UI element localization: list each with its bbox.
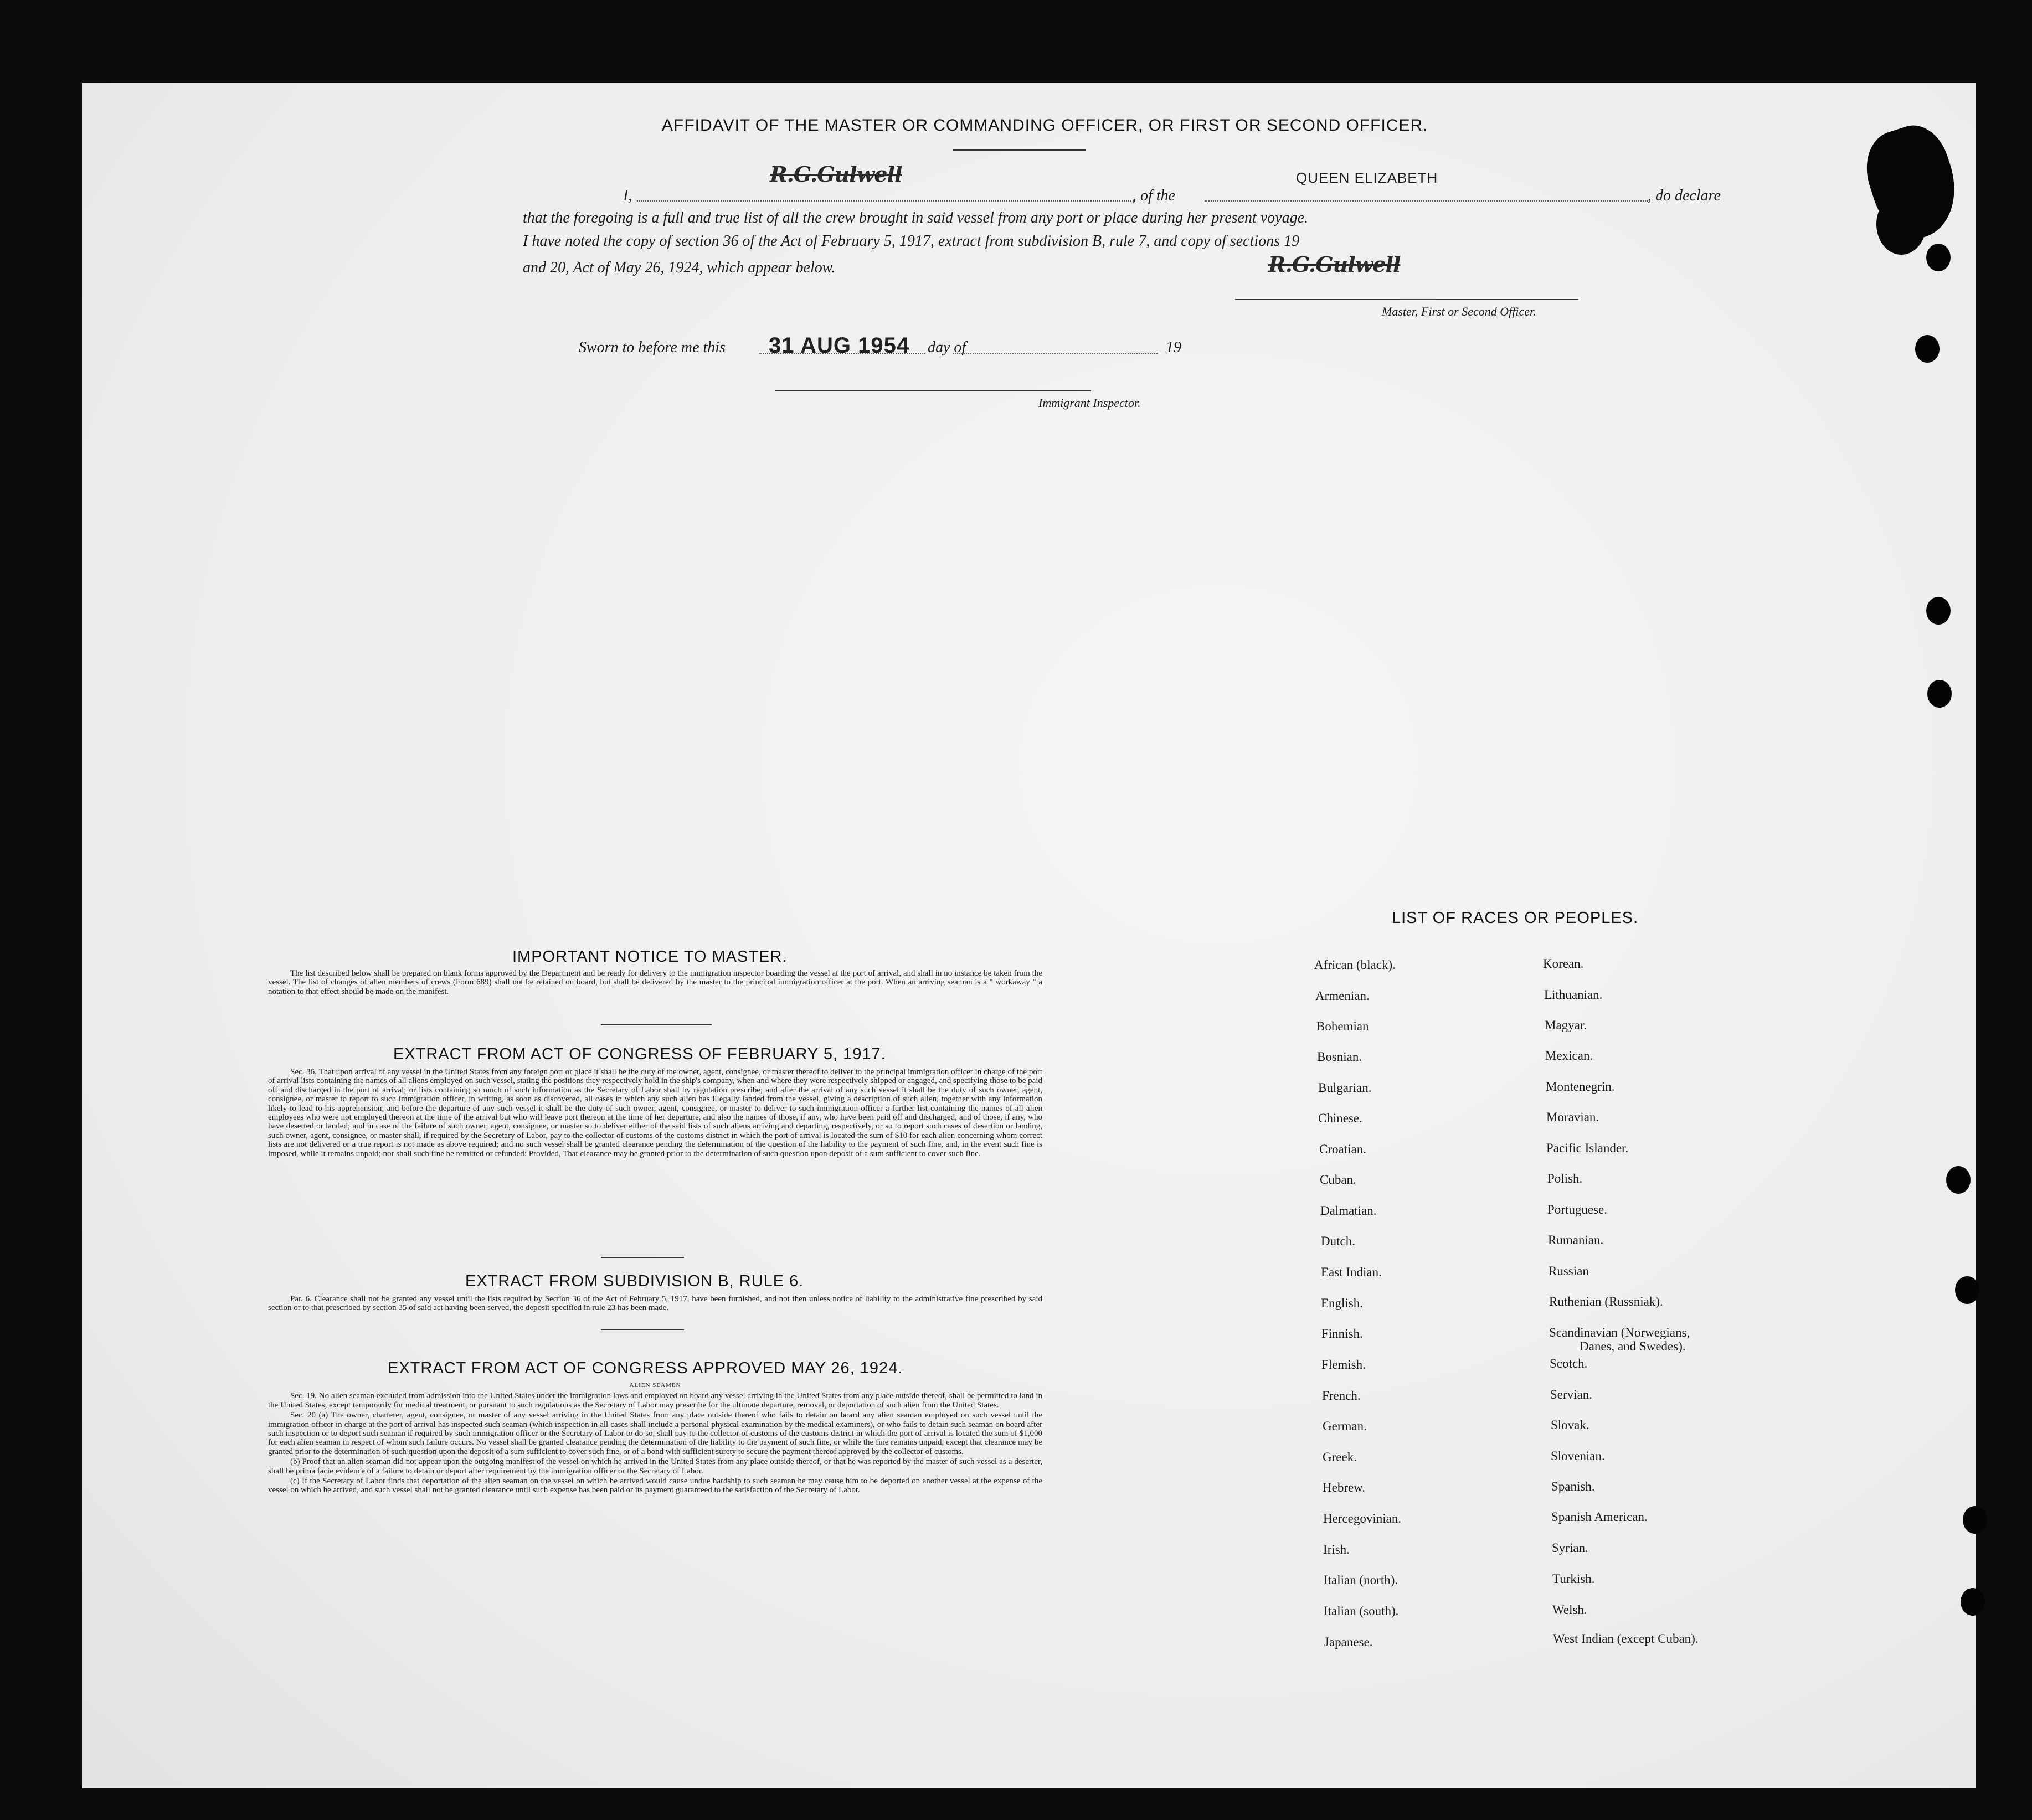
race-item: Rumanian.	[1548, 1233, 1604, 1247]
race-item: Scotch.	[1550, 1357, 1588, 1370]
race-item: Bosnian.	[1317, 1050, 1362, 1064]
race-item: German.	[1323, 1419, 1367, 1433]
divider	[953, 149, 1086, 151]
punch-hole	[1963, 1506, 1987, 1534]
race-item: Magyar.	[1545, 1018, 1587, 1032]
race-item: French.	[1322, 1389, 1361, 1403]
ink-blot	[1876, 194, 1926, 255]
extract-1917-title: EXTRACT FROM ACT OF CONGRESS OF FEBRUARY 5, 1917.	[393, 1045, 886, 1063]
race-item: East Indian.	[1321, 1265, 1382, 1279]
race-item: Japanese.	[1324, 1635, 1373, 1649]
race-item: Lithuanian.	[1544, 988, 1603, 1002]
race-item: Armenian.	[1315, 989, 1370, 1003]
race-item: Croatian.	[1319, 1142, 1366, 1156]
extract-1917-text	[268, 1068, 1042, 1159]
affidavit-i-label: I,	[623, 187, 632, 204]
punch-hole	[1946, 1166, 1971, 1194]
subdivision-text	[268, 1295, 1042, 1314]
race-item: Mexican.	[1545, 1049, 1593, 1063]
inspector-caption: Immigrant Inspector.	[1038, 396, 1141, 410]
race-item: Slovak.	[1551, 1418, 1589, 1432]
sec-20c-paragraph: (c) If the Secretary of Labor finds that deportation of the alien seaman on the vessel on which he arrived would cause undue hardship to such seaman he may cause him to be deported on another vessel at the expense of the vessel on which he arrived, and such vessel shall not be granted clearance until such expense has been paid or its payment guaranteed to the satisfaction of the Secretary of Labor.	[268, 1477, 1042, 1495]
race-item: Russian	[1549, 1264, 1589, 1278]
race-item: Finnish.	[1321, 1327, 1363, 1340]
punch-hole	[1961, 1588, 1985, 1616]
race-item: Italian (south).	[1324, 1604, 1399, 1618]
race-item: Moravian.	[1546, 1110, 1599, 1124]
race-item: Hebrew.	[1323, 1481, 1366, 1494]
race-item: Spanish American.	[1551, 1510, 1648, 1524]
signature-2: R.G.Gulwell	[1268, 252, 1401, 277]
notice-paragraph: The list described below shall be prepared on blank forms approved by the Department and be ready for delivery to the immigration inspector boarding the vessel at the port of arrival, and shall in no instance be taken from the vessel. The list of changes of alien members of crews (Form 689) shall not be retained on board, but shall be delivered by the master to the principal immigration officer at the port. When an arriving seaman is a " workaway " a notation to that effect should be made on the manifest.	[268, 969, 1042, 996]
races-title: LIST OF RACES OR PEOPLES.	[1392, 909, 1639, 927]
race-item: Chinese.	[1318, 1111, 1362, 1125]
punch-hole	[1955, 1276, 1979, 1304]
alien-seamen-subtitle: ALIEN SEAMEN	[629, 1382, 681, 1389]
race-item: Pacific Islander.	[1546, 1141, 1629, 1155]
race-item: Turkish.	[1552, 1572, 1595, 1586]
race-item: Servian.	[1550, 1388, 1593, 1401]
affidavit-line2: that the foregoing is a full and true list of all the crew brought in said vessel from any port or place during her present voyage.	[523, 209, 1309, 226]
affidavit-title: AFFIDAVIT OF THE MASTER OR COMMANDING OFFICER, OR FIRST OR SECOND OFFICER.	[662, 116, 1428, 135]
race-item: Danes, and Swedes).	[1580, 1339, 1686, 1353]
month-line	[953, 353, 1158, 354]
race-item: Irish.	[1323, 1543, 1350, 1556]
race-item: Greek.	[1323, 1450, 1357, 1464]
master-caption: Master, First or Second Officer.	[1382, 305, 1536, 318]
sworn-prefix: Sworn to before me this	[579, 339, 726, 356]
punch-hole	[1926, 597, 1951, 625]
race-item: Dutch.	[1321, 1234, 1355, 1248]
divider	[601, 1257, 684, 1258]
affidavit-line4: and 20, Act of May 26, 1924, which appear below.	[523, 259, 836, 276]
extract-1924-text	[268, 1381, 1042, 1496]
race-item: Montenegrin.	[1546, 1080, 1615, 1094]
day-of: day of	[928, 339, 966, 356]
race-item: Spanish.	[1551, 1479, 1595, 1493]
race-item: Hercegovinian.	[1323, 1512, 1402, 1525]
extract-1924-title: EXTRACT FROM ACT OF CONGRESS APPROVED MAY 26, 1924.	[388, 1359, 903, 1377]
document-sheet	[82, 83, 1976, 1788]
race-item: Dalmatian.	[1320, 1204, 1377, 1218]
date-stamp: 31 AUG 1954	[769, 333, 910, 358]
race-item: Ruthenian (Russniak).	[1549, 1295, 1663, 1308]
race-item: Syrian.	[1552, 1541, 1588, 1555]
sec-19-paragraph: Sec. 19. No alien seaman excluded from admission into the United States under the immigration laws and employed on board any vessel arriving in the United States from any place outside thereof, shall be permitted to land in the United States, except temporarily for medical treatment, or pursuant to such regulations as the Secretary of Labor may prescribe for the ultimate departure, removal, or deportation of such alien from the United States.	[268, 1391, 1042, 1410]
signature-line	[637, 200, 1135, 202]
par-6-paragraph: Par. 6. Clearance shall not be granted any vessel until the lists required by Section 36 of the Act of February 5, 1917, have been furnished, and not then unless notice of liability to the administrative fine prescribed by said section or to that prescribed by section 35 of said act having been served, the deposit specified in rule 23 has been made.	[268, 1295, 1042, 1313]
race-item: Slovenian.	[1551, 1449, 1605, 1463]
divider	[601, 1024, 712, 1025]
subdivision-title: EXTRACT FROM SUBDIVISION B, RULE 6.	[465, 1272, 804, 1290]
punch-hole	[1927, 680, 1952, 708]
race-item: Scandinavian (Norwegians,	[1549, 1326, 1690, 1339]
punch-hole	[1915, 335, 1940, 363]
affidavit-line3: I have noted the copy of section 36 of the Act of February 5, 1917, extract from subdivision B, rule 7, and copy of sections 19	[523, 233, 1300, 250]
race-item: English.	[1321, 1296, 1364, 1310]
notice-title: IMPORTANT NOTICE TO MASTER.	[512, 948, 788, 966]
affidavit-do-declare: , do declare	[1648, 187, 1721, 204]
race-item: African (black).	[1314, 958, 1396, 972]
race-item: Korean.	[1543, 957, 1584, 971]
divider	[601, 1329, 684, 1330]
race-item: Cuban.	[1320, 1173, 1356, 1187]
sec-20b-paragraph: (b) Proof that an alien seaman did not appear upon the outgoing manifest of the vessel on which he arrived in the United States from any place outside thereof, or that he was reported by the master of such vessel as a deserter, shall be prima facie evidence of a failure to detain or deport after requirement by the immigration officer or the Secretary of Labor.	[268, 1457, 1042, 1476]
race-item: Flemish.	[1321, 1358, 1366, 1372]
race-item: Welsh.	[1552, 1603, 1587, 1617]
year-prefix: 19	[1166, 339, 1181, 356]
race-item: Polish.	[1547, 1172, 1583, 1185]
race-item: Portuguese.	[1547, 1203, 1607, 1216]
punch-hole	[1926, 244, 1951, 271]
signature: R.G.Gulwell	[770, 162, 902, 187]
race-item: Bulgarian.	[1318, 1081, 1372, 1095]
race-item: Bohemian	[1316, 1019, 1369, 1033]
section-36-paragraph: Sec. 36. That upon arrival of any vessel in the United States from any foreign port or place it shall be the duty of the owner, agent, consignee, or master thereof to deliver to the principal immigration officer in charge of the port of arrival lists containing the names of all aliens employed on such vessel, stating the positions they respectively hold in the ship's company, when and where they were respectively shipped or engaged, and specifying those to be paid off and discharged in the port of arrival; or lists containing so much of such information as the Secretary of Labor shall by regulation prescribe; and after the arrival of any such vessel it shall be the duty of such owner, agent, consignee, or master to report to such immigration officer, in writing, as soon as discovered, all cases in which any such alien has illegally landed from the vessel, giving a description of such alien, together with any information likely to lead to his apprehension; and before the departure of any such vessel it shall be the duty of such owner, agent, consignee, or master to deliver to such immigration officer a further list containing the names of all alien employees who were not employed thereon at the time of the arrival but who will leave port thereon at the time of her departure, and also the names of those, if any, who have been paid off and discharged, and of those, if any, who have deserted or landed; and in case of the failure of such owner, agent, consignee, or master so to deliver either of the said lists of such aliens arriving and departing, respectively, or so to report such cases of desertion or landing, such owner, agent, consignee, or master shall, if required by the Secretary of Labor, pay to the collector of customs of the customs district in which the port of arrival is located the sum of $10 for each alien concerning whom correct lists are not delivered or a true report is not made as above required; and no such vessel shall be granted clearance pending the determination of the question of the liability to the payment of such fine, and, in the event such fine is imposed, while it remains unpaid; nor shall such fine be remitted or refunded: Provided, That clearance may be granted prior to the determination of such question upon deposit of a sum sufficient to cover such fine.	[268, 1068, 1042, 1158]
inspector-rule	[775, 390, 1091, 391]
affidavit-of-the: , of the	[1133, 187, 1175, 204]
vessel-name: QUEEN ELIZABETH	[1296, 169, 1438, 186]
notice-text	[268, 969, 1042, 997]
signature-rule	[1235, 299, 1578, 300]
race-item: Italian (north).	[1324, 1573, 1398, 1587]
vessel-line	[1205, 200, 1648, 202]
race-item: West Indian (except Cuban).	[1553, 1632, 1699, 1646]
sec-20a-paragraph: Sec. 20 (a) The owner, charterer, agent, consignee, or master of any vessel arriving in the United States from any place outside thereof who fails to detain on board any alien seaman employed on such vessel until the immigration officer in charge at the port of arrival has inspected such seaman (which inspection in all cases shall include a personal physical examination by the medical examiners), or who fails to detain such seaman on board after such inspection or to deport such seaman if required by such immigration officer or the Secretary of Labor to do so, shall pay to the collector of customs of the customs district in which the port of arrival is located the sum of $1,000 for each alien seaman in respect of whom such failure occurs. No vessel shall be granted clearance pending the determination of the liability to the payment of such fine, or while the fine remains unpaid, except that clearance may be granted prior to the determination of such question upon the deposit of a sum sufficient to cover such fine, or of a bond with sufficient surety to secure the payment thereof approved by the collector of customs.	[268, 1411, 1042, 1456]
